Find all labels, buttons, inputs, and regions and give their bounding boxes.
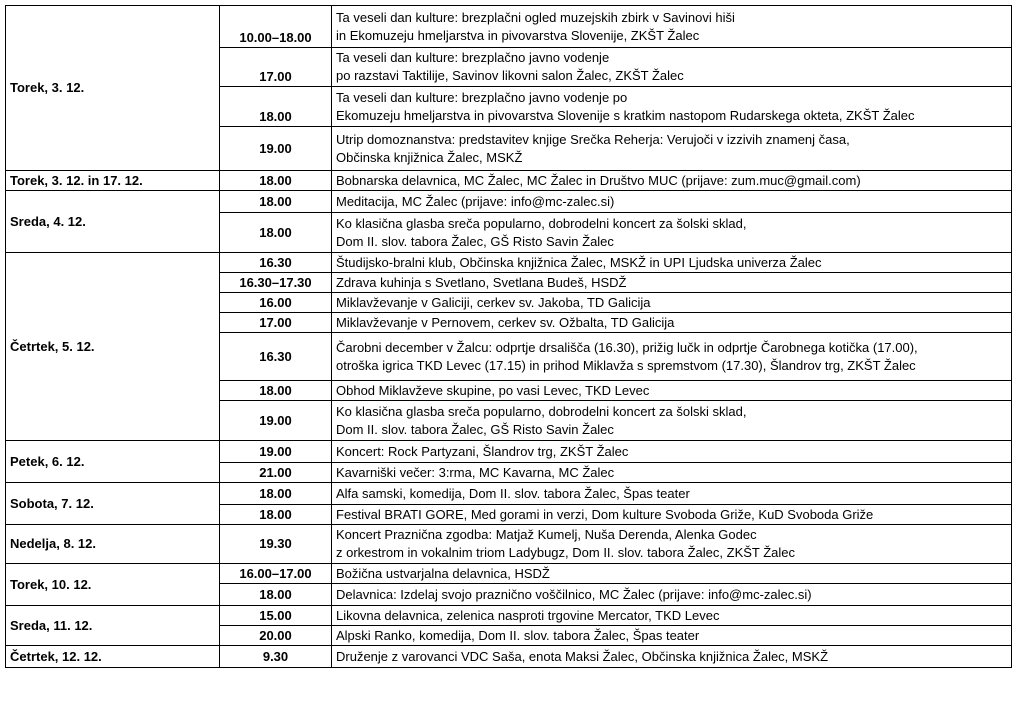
event-description-cell — [332, 483, 1012, 505]
event-description-line: Dom II. slov. tabora Žalec, GŠ Risto Savin Žalec — [336, 421, 614, 437]
event-description-line: Občinska knjižnica Žalec, MSKŽ — [336, 149, 523, 165]
event-description-line: Druženje z varovanci VDC Saša, enota Maksi Žalec, Občinska knjižnica Žalec, MSKŽ — [336, 648, 829, 664]
day-cell: Sreda, 11. 12. — [6, 606, 220, 646]
event-description-cell — [332, 525, 1012, 564]
time-cell: 18.00 — [220, 87, 332, 127]
event-description-cell — [332, 333, 1012, 381]
time-cell: 18.00 — [220, 483, 332, 505]
event-description-cell — [332, 87, 1012, 127]
time-cell: 16.30–17.30 — [220, 273, 332, 293]
day-cell: Torek, 3. 12. in 17. 12. — [6, 171, 220, 191]
event-description-cell — [332, 441, 1012, 463]
event-description-cell — [332, 48, 1012, 87]
time-cell: 16.30 — [220, 253, 332, 273]
table-row — [6, 6, 1012, 48]
time-cell: 9.30 — [220, 646, 332, 668]
event-description-cell — [332, 313, 1012, 333]
time-cell: 18.00 — [220, 171, 332, 191]
event-description-line: otroška igrica TKD Levec (17.15) in prihod Miklavža s spremstvom (17.30), Šlandrov trg, ZKŠT Žalec — [336, 357, 916, 373]
table-row — [6, 253, 1012, 273]
time-cell: 17.00 — [220, 48, 332, 87]
event-description-cell — [332, 401, 1012, 441]
event-description-cell — [332, 213, 1012, 253]
table-row — [6, 483, 1012, 505]
event-description-line: Bobnarska delavnica, MC Žalec, MC Žalec in Društvo MUC (prijave: zum.muc@gmail.com) — [336, 172, 861, 188]
event-description-cell — [332, 253, 1012, 273]
time-cell: 16.00 — [220, 293, 332, 313]
time-cell: 18.00 — [220, 381, 332, 401]
event-description-cell — [332, 606, 1012, 626]
time-cell: 19.00 — [220, 401, 332, 441]
event-description-line: Ekomuzeju hmeljarstva in pivovarstva Slovenije s kratkim nastopom Rudarskega okteta, ZKŠT Žalec — [336, 107, 915, 123]
event-description-cell — [332, 626, 1012, 646]
event-description-line: Delavnica: Izdelaj svojo praznično voščilnico, MC Žalec (prijave: info@mc-zalec.si) — [336, 586, 812, 602]
day-cell: Torek, 3. 12. — [6, 6, 220, 171]
event-description-cell — [332, 293, 1012, 313]
event-description-line: Ko klasična glasba sreča popularno, dobrodelni koncert za šolski sklad, — [336, 403, 747, 419]
event-description-cell — [332, 505, 1012, 525]
table-row — [6, 525, 1012, 564]
day-cell: Sreda, 4. 12. — [6, 191, 220, 253]
time-cell: 19.30 — [220, 525, 332, 564]
time-cell: 15.00 — [220, 606, 332, 626]
event-description-line: Božična ustvarjalna delavnica, HSDŽ — [336, 565, 550, 581]
time-cell: 16.00–17.00 — [220, 564, 332, 584]
event-description-line: z orkestrom in vokalnim triom Ladybugz, Dom II. slov. tabora Žalec, ZKŠT Žalec — [336, 545, 796, 560]
table-row — [6, 171, 1012, 191]
event-description-line: Ko klasična glasba sreča popularno, dobrodelni koncert za šolski sklad, — [336, 215, 747, 231]
table-row — [6, 191, 1012, 213]
event-description-cell — [332, 564, 1012, 584]
day-cell: Sobota, 7. 12. — [6, 483, 220, 525]
event-description-line: Kavarniški večer: 3:rma, MC Kavarna, MC Žalec — [336, 464, 615, 480]
time-cell: 19.00 — [220, 441, 332, 463]
time-cell: 10.00–18.00 — [220, 6, 332, 48]
time-cell: 17.00 — [220, 313, 332, 333]
event-description-cell — [332, 6, 1012, 48]
time-cell: 20.00 — [220, 626, 332, 646]
event-description-line: Čarobni december v Žalcu: odprtje drsališča (16.30), prižig lučk in odprtje Čarobnega kotička (17.00), — [336, 339, 918, 355]
day-cell: Četrtek, 12. 12. — [6, 646, 220, 668]
event-description-cell — [332, 381, 1012, 401]
event-description-line: Festival BRATI GORE, Med gorami in verzi, Dom kulture Svoboda Griže, KuD Svoboda Griže — [336, 506, 874, 522]
time-cell: 18.00 — [220, 505, 332, 525]
event-description-line: Obhod Miklavževe skupine, po vasi Levec, TKD Levec — [336, 382, 650, 398]
event-description-line: in Ekomuzeju hmeljarstva in pivovarstva Slovenije, ZKŠT Žalec — [336, 27, 700, 43]
time-cell: 18.00 — [220, 584, 332, 606]
event-description-line: Študijsko-bralni klub, Občinska knjižnica Žalec, MSKŽ in UPI Ljudska univerza Žalec — [336, 254, 822, 270]
event-description-cell — [332, 127, 1012, 171]
time-cell: 18.00 — [220, 213, 332, 253]
event-description-line: Zdrava kuhinja s Svetlano, Svetlana Budeš, HSDŽ — [336, 274, 627, 290]
event-description-line: Koncert: Rock Partyzani, Šlandrov trg, ZKŠT Žalec — [336, 443, 629, 459]
day-cell: Četrtek, 5. 12. — [6, 253, 220, 441]
event-description-line: Dom II. slov. tabora Žalec, GŠ Risto Savin Žalec — [336, 233, 614, 249]
event-description-line: Likovna delavnica, zelenica nasproti trgovine Mercator, TKD Levec — [336, 607, 720, 623]
day-cell: Torek, 10. 12. — [6, 564, 220, 606]
event-description-line: Ta veseli dan kulture: brezplačni ogled muzejskih zbirk v Savinovi hiši — [336, 9, 735, 25]
event-description-line: Alfa samski, komedija, Dom II. slov. tabora Žalec, Špas teater — [336, 485, 690, 501]
table-row — [6, 564, 1012, 584]
time-cell: 19.00 — [220, 127, 332, 171]
event-description-cell — [332, 191, 1012, 213]
day-cell: Nedelja, 8. 12. — [6, 525, 220, 564]
event-description-cell — [332, 584, 1012, 606]
table-row — [6, 441, 1012, 463]
time-cell: 18.00 — [220, 191, 332, 213]
event-description-cell — [332, 463, 1012, 483]
event-description-line: Alpski Ranko, komedija, Dom II. slov. tabora Žalec, Špas teater — [336, 627, 700, 643]
day-cell: Petek, 6. 12. — [6, 441, 220, 483]
event-description-cell — [332, 273, 1012, 293]
event-description-cell — [332, 646, 1012, 668]
event-schedule-table — [5, 5, 1012, 668]
event-description-cell — [332, 171, 1012, 191]
event-description-line: Koncert Praznična zgodba: Matjaž Kumelj, Nuša Derenda, Alenka Godec — [336, 527, 757, 542]
event-description-line: Miklavževanje v Galiciji, cerkev sv. Jakoba, TD Galicija — [336, 294, 651, 310]
table-row — [6, 606, 1012, 626]
event-description-line: Utrip domoznanstva: predstavitev knjige Srečka Reherja: Verujoči v izzivih znamenj časa, — [336, 131, 850, 147]
event-description-line: Ta veseli dan kulture: brezplačno javno vodenje — [336, 50, 610, 65]
table-row — [6, 646, 1012, 668]
event-description-line: Ta veseli dan kulture: brezplačno javno vodenje po — [336, 89, 628, 105]
time-cell: 21.00 — [220, 463, 332, 483]
event-description-line: Meditacija, MC Žalec (prijave: info@mc-zalec.si) — [336, 193, 615, 209]
event-description-line: Miklavževanje v Pernovem, cerkev sv. Ožbalta, TD Galicija — [336, 314, 675, 330]
schedule-body — [6, 6, 1012, 668]
event-description-line: po razstavi Taktilije, Savinov likovni salon Žalec, ZKŠT Žalec — [336, 68, 684, 83]
time-cell: 16.30 — [220, 333, 332, 381]
